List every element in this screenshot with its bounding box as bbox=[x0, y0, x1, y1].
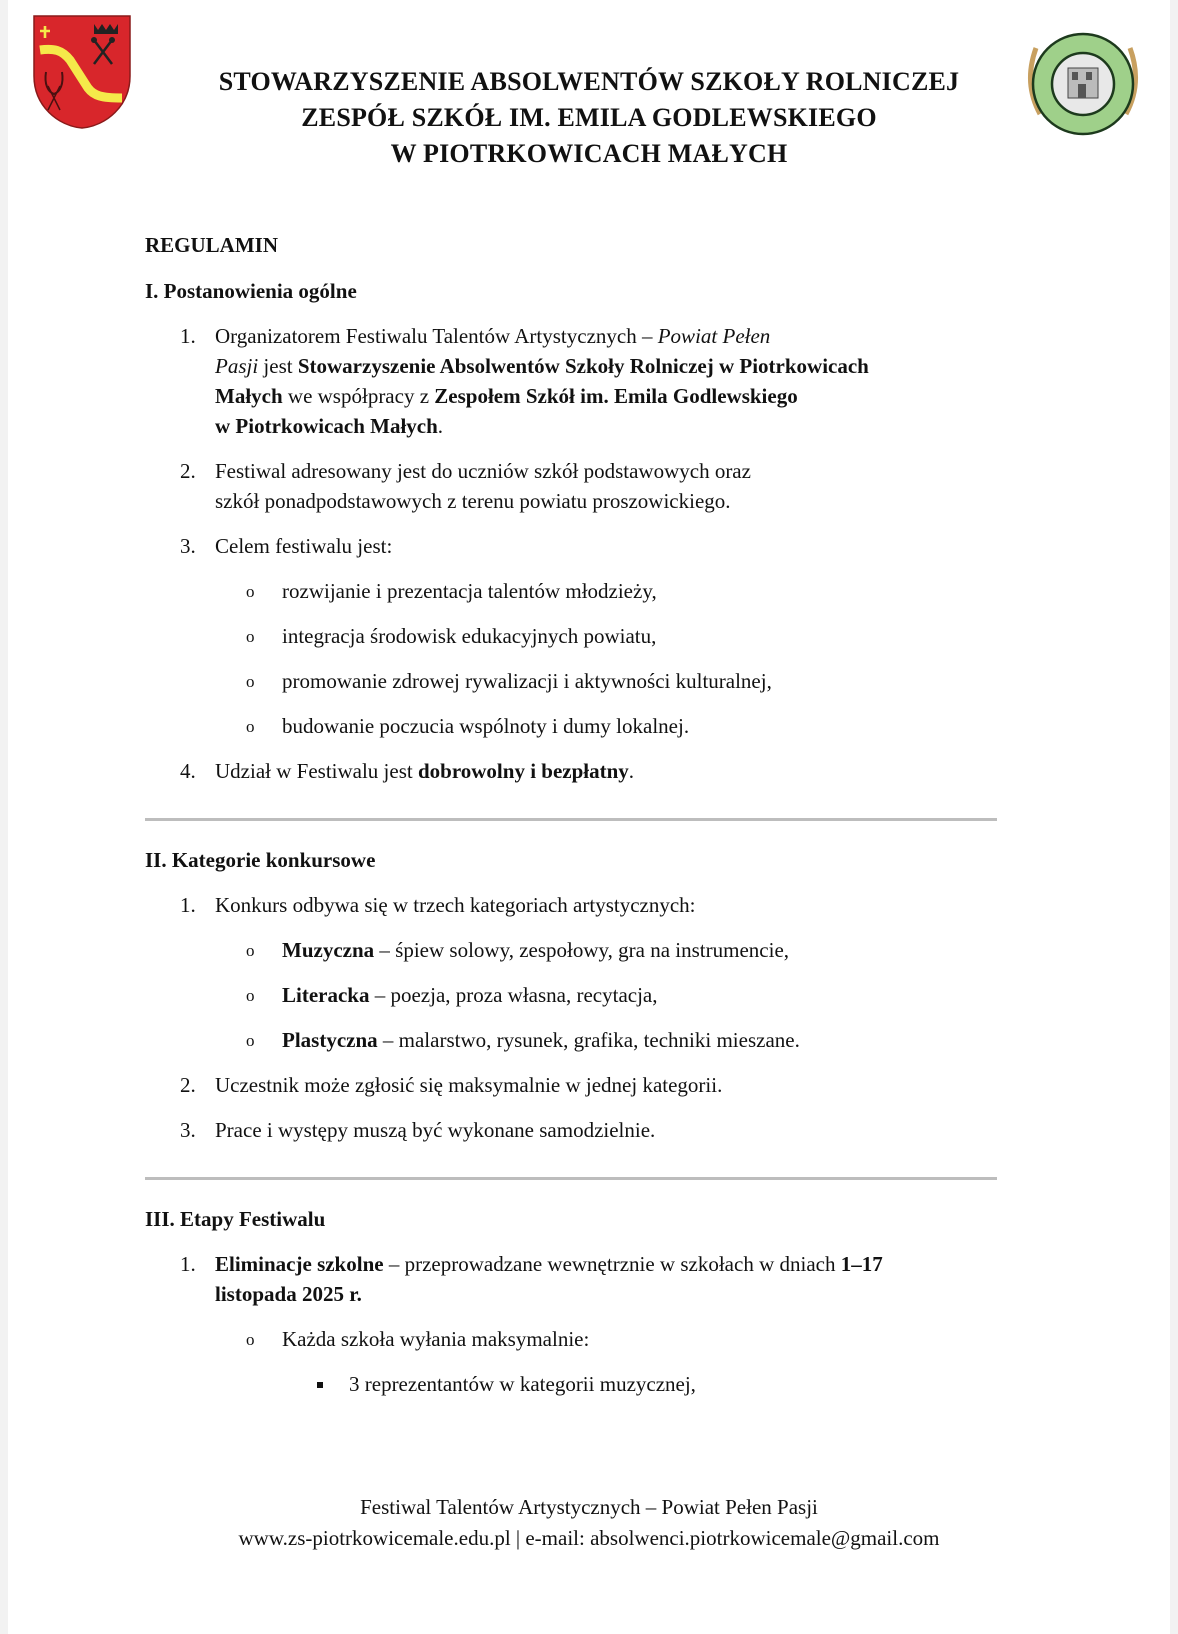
circle-bullet-icon: o bbox=[246, 941, 255, 960]
item-bold: 1–17 bbox=[840, 1252, 883, 1276]
document-header bbox=[8, 64, 1170, 172]
bullet-text: integracja środowisk edukacyjnych powiatu, bbox=[282, 624, 657, 648]
circle-bullet-icon: o bbox=[246, 672, 255, 691]
item-number: 3. bbox=[180, 1118, 196, 1142]
circle-bullet-icon: o bbox=[246, 627, 255, 646]
square-bullet-icon bbox=[317, 1382, 323, 1388]
list-item bbox=[145, 1115, 1025, 1145]
list-item bbox=[145, 890, 1025, 920]
item-text: Celem festiwalu jest: bbox=[215, 534, 393, 558]
bullet-text: promowanie zdrowej rywalizacji i aktywności kulturalnej, bbox=[282, 669, 772, 693]
circle-bullet-icon: o bbox=[246, 1330, 255, 1349]
list-item bbox=[145, 531, 1025, 561]
circle-bullet-icon: o bbox=[246, 717, 255, 736]
item-number: 4. bbox=[180, 759, 196, 783]
footer-line-1: Festiwal Talentów Artystycznych – Powiat Pełen Pasji bbox=[360, 1495, 818, 1519]
footer-line-2: www.zs-piotrkowicemale.edu.pl | e-mail: absolwenci.piotrkowicemale@gmail.com bbox=[238, 1526, 940, 1550]
header-line-1: STOWARZYSZENIE ABSOLWENTÓW SZKOŁY ROLNICZEJ bbox=[218, 67, 960, 96]
item-text: Konkurs odbywa się w trzech kategoriach artystycznych: bbox=[215, 893, 696, 917]
list-item bbox=[145, 756, 1025, 786]
item-number: 1. bbox=[180, 893, 196, 917]
bullet-item bbox=[145, 1025, 1025, 1055]
bullet-text: 3 reprezentantów w kategorii muzycznej, bbox=[349, 1372, 696, 1396]
document-body bbox=[145, 230, 1025, 1399]
bullet-text: rozwijanie i prezentacja talentów młodzieży, bbox=[282, 579, 657, 603]
bullet-text: – śpiew solowy, zespołowy, gra na instrumencie, bbox=[374, 938, 790, 962]
bullet-item bbox=[145, 980, 1025, 1010]
item-bold: dobrowolny i bezpłatny bbox=[417, 759, 629, 783]
item-bold: listopada 2025 r. bbox=[215, 1282, 362, 1306]
item-number: 2. bbox=[180, 459, 196, 483]
document-page bbox=[8, 0, 1170, 1634]
item-bold: Zespołem Szkół im. Emila Godlewskiego bbox=[434, 384, 798, 408]
item-bold: Małych bbox=[215, 384, 283, 408]
sub-bullet-item bbox=[145, 1369, 1025, 1399]
item-text: we współpracy z bbox=[282, 384, 435, 408]
bullet-item bbox=[145, 621, 1025, 651]
document-title: REGULAMIN bbox=[145, 233, 279, 257]
circle-bullet-icon: o bbox=[246, 986, 255, 1005]
list-item bbox=[145, 1070, 1025, 1100]
item-text: szkół ponadpodstawowych z terenu powiatu proszowickiego. bbox=[215, 489, 731, 513]
item-text: . bbox=[628, 759, 635, 783]
item-number: 1. bbox=[180, 324, 196, 348]
bullet-text: – poezja, proza własna, recytacja, bbox=[369, 983, 658, 1007]
item-text: – przeprowadzane wewnętrznie w szkołach w dniach bbox=[383, 1252, 841, 1276]
item-italic: Pasji bbox=[215, 354, 259, 378]
bullet-item bbox=[145, 711, 1025, 741]
circle-bullet-icon: o bbox=[246, 1031, 255, 1050]
item-number: 1. bbox=[180, 1252, 196, 1276]
item-number: 3. bbox=[180, 534, 196, 558]
item-text: Prace i występy muszą być wykonane samodzielnie. bbox=[215, 1118, 656, 1142]
list-item bbox=[145, 1249, 1025, 1309]
section-heading-3: III. Etapy Festiwalu bbox=[145, 1207, 326, 1231]
item-text: Udział w Festiwalu jest bbox=[215, 759, 418, 783]
category-name: Plastyczna bbox=[282, 1028, 378, 1052]
item-italic: Powiat Pełen bbox=[657, 324, 771, 348]
bullet-item bbox=[145, 666, 1025, 696]
list-item bbox=[145, 321, 1025, 441]
list-item bbox=[145, 456, 1025, 516]
bullet-text: Każda szkoła wyłania maksymalnie: bbox=[282, 1327, 590, 1351]
item-text: Festiwal adresowany jest do uczniów szkół podstawowych oraz bbox=[215, 459, 751, 483]
item-text: jest bbox=[258, 354, 298, 378]
item-bold: w Piotrkowicach Małych bbox=[215, 414, 438, 438]
header-line-3: W PIOTRKOWICACH MAŁYCH bbox=[390, 139, 788, 168]
bullet-text: – malarstwo, rysunek, grafika, techniki mieszane. bbox=[377, 1028, 800, 1052]
bullet-item bbox=[145, 1324, 1025, 1354]
item-text: Organizatorem Festiwalu Talentów Artystycznych – bbox=[215, 324, 658, 348]
bullet-item bbox=[145, 576, 1025, 606]
item-text: Uczestnik może zgłosić się maksymalnie w jednej kategorii. bbox=[215, 1073, 723, 1097]
document-footer bbox=[8, 1492, 1170, 1554]
item-text: . bbox=[437, 414, 444, 438]
circle-bullet-icon: o bbox=[246, 582, 255, 601]
item-number: 2. bbox=[180, 1073, 196, 1097]
category-name: Literacka bbox=[282, 983, 370, 1007]
bullet-item bbox=[145, 935, 1025, 965]
item-bold: Eliminacje szkolne bbox=[215, 1252, 384, 1276]
bullet-text: budowanie poczucia wspólnoty i dumy lokalnej. bbox=[282, 714, 690, 738]
category-name: Muzyczna bbox=[282, 938, 375, 962]
section-heading-1: I. Postanowienia ogólne bbox=[145, 279, 357, 303]
item-bold: Stowarzyszenie Absolwentów Szkoły Rolniczej w Piotrkowicach bbox=[297, 354, 869, 378]
header-line-2: ZESPÓŁ SZKÓŁ IM. EMILA GODLEWSKIEGO bbox=[301, 103, 877, 132]
section-heading-2: II. Kategorie konkursowe bbox=[145, 848, 376, 872]
